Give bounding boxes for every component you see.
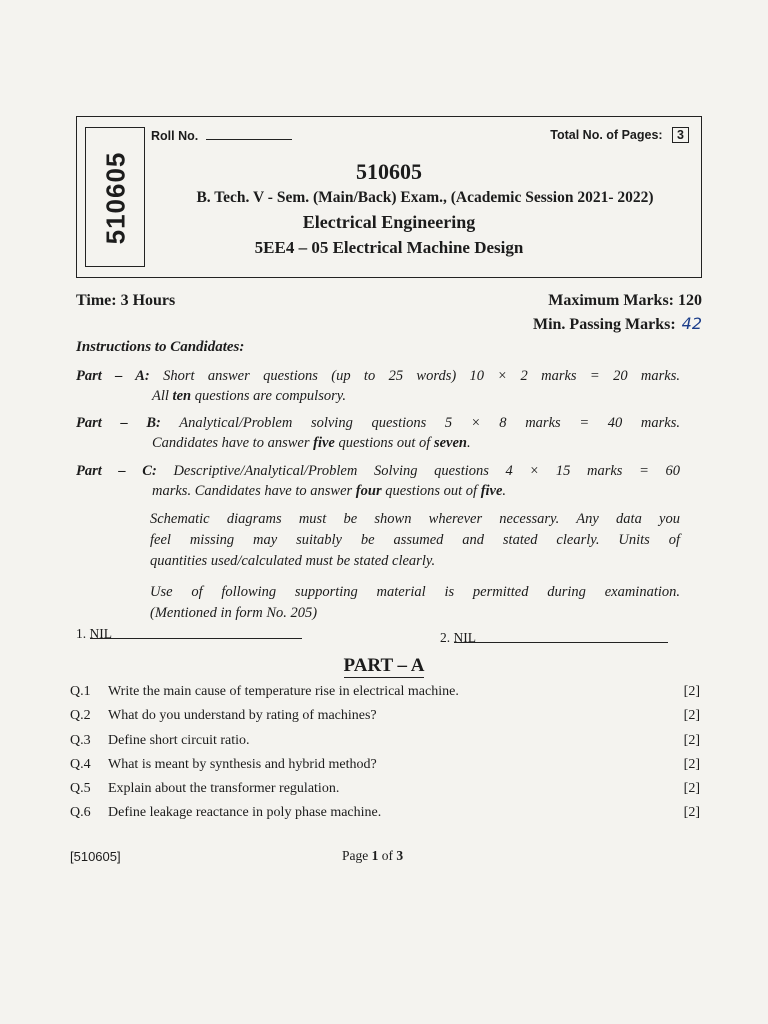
department: Electrical Engineering (302, 212, 476, 232)
part-a-line2 (76, 386, 680, 406)
question-number: Q.5 (70, 781, 91, 797)
schematic-note-line2: feel missing may suitably be assumed and stated clearly. Units of (150, 532, 680, 548)
part-b-instruction (76, 413, 680, 453)
subject-title: 5EE4 – 05 Electrical Machine Design (254, 238, 524, 257)
supporting-note-line1: Use of following supporting material is permitted during examination. (150, 584, 680, 600)
question-row (70, 805, 700, 829)
part-c-line2 (76, 481, 680, 501)
part-a-line2-pre: All (152, 388, 173, 404)
question-text: What is meant by synthesis and hybrid method? (108, 756, 377, 772)
material-item-2-text: NIL (453, 630, 476, 645)
part-a-heading-text: PART – A (343, 655, 425, 676)
schematic-note-line3: quantities used/calculated must be stated clearly. (150, 553, 436, 569)
material-item-1-text: NIL (89, 626, 112, 641)
part-c-line2-pre: marks. Candidates have to answer (152, 483, 356, 499)
part-c-label: Part – C: (76, 463, 157, 479)
question-marks: [2] (683, 732, 700, 748)
header-box (76, 116, 702, 278)
paper-code: 510605 (356, 159, 422, 184)
part-c-line2-mid: questions out of (381, 483, 481, 499)
handwritten-passing-marks: 42 (681, 314, 702, 333)
part-b-line2-post: . (466, 435, 471, 451)
question-list (70, 684, 700, 830)
supporting-note-line2: (Mentioned in form No. 205) (150, 605, 318, 621)
question-text: What do you understand by rating of machines? (108, 708, 377, 724)
page-number-current: 1 (371, 848, 379, 863)
schematic-note (150, 509, 680, 572)
part-b-line2-bold1: five (313, 435, 335, 451)
question-marks: [2] (683, 756, 700, 772)
maximum-marks: Maximum Marks: 120 (548, 292, 702, 309)
question-marks: [2] (683, 805, 700, 821)
part-c-line2-post: . (502, 483, 507, 499)
page-number-total: 3 (396, 848, 404, 863)
supporting-material-note (150, 582, 680, 624)
part-a-instruction (76, 366, 680, 406)
part-b-line2 (76, 433, 680, 453)
footer-paper-code: [510605] (70, 849, 121, 864)
total-pages (550, 127, 689, 143)
exam-time: Time: 3 Hours (76, 292, 176, 309)
question-marks: [2] (683, 684, 700, 699)
part-a-text: Short answer questions (up to 25 words) 10 × 2 marks = 20 marks. (163, 368, 681, 384)
part-b-line1 (76, 413, 680, 433)
part-a-label: Part – A: (76, 368, 150, 384)
question-row (70, 684, 700, 708)
material-item-1-num: 1. (76, 626, 87, 641)
roll-number (151, 127, 292, 143)
part-b-line2-mid: questions out of (334, 435, 434, 451)
question-number: Q.2 (70, 708, 91, 724)
material-item-2-num: 2. (440, 630, 451, 645)
vertical-paper-code: 510605 (100, 151, 131, 245)
roll-label: Roll No. (151, 129, 199, 143)
part-a-heading (0, 655, 768, 677)
part-a-line2-bold: ten (172, 388, 192, 404)
part-b-line2-pre: Candidates have to answer (152, 435, 314, 451)
question-text: Explain about the transformer regulation. (108, 781, 340, 797)
question-row (70, 733, 700, 757)
schematic-note-line1: Schematic diagrams must be shown wherever necessary. Any data you (150, 511, 680, 527)
question-row (70, 708, 700, 732)
part-a-line1 (76, 366, 680, 386)
question-marks: [2] (683, 781, 700, 797)
question-number: Q.4 (70, 756, 91, 772)
part-c-line2-bold2: five (480, 483, 503, 499)
material-item-1-line (90, 626, 302, 639)
part-c-line1 (76, 461, 680, 481)
material-item-1 (76, 626, 302, 642)
page-number-mid: of (378, 848, 397, 863)
question-marks: [2] (683, 708, 700, 724)
total-pages-value: 3 (672, 127, 689, 143)
total-pages-label: Total No. of Pages: (550, 128, 663, 142)
question-number: Q.3 (70, 732, 91, 748)
min-passing-marks (533, 314, 702, 334)
exam-title: B. Tech. V - Sem. (Main/Back) Exam., (Academic Session 2021- 2022) (196, 189, 654, 206)
question-number: Q.6 (70, 805, 91, 821)
question-text: Define leakage reactance in poly phase machine. (108, 805, 382, 821)
page-number-pre: Page (342, 848, 372, 863)
material-item-2 (440, 630, 668, 646)
min-passing-label: Min. Passing Marks: (532, 316, 676, 333)
part-a-line2-post: questions are compulsory. (191, 388, 347, 404)
part-b-label: Part – B: (76, 415, 161, 431)
part-c-instruction (76, 461, 680, 501)
roll-number-blank (206, 127, 292, 140)
question-row (70, 781, 700, 805)
part-c-line2-bold1: four (355, 483, 382, 499)
part-c-text: Descriptive/Analytical/Problem Solving questions 4 × 15 marks = 60 (173, 463, 680, 479)
question-text: Define short circuit ratio. (108, 732, 250, 748)
page-number (342, 848, 403, 864)
question-text: Write the main cause of temperature rise in electrical machine. (108, 684, 459, 699)
question-row (70, 757, 700, 781)
instructions-title: Instructions to Candidates: (76, 339, 245, 355)
part-b-text: Analytical/Problem solving questions 5 × 8 marks = 40 marks. (179, 415, 680, 431)
question-number: Q.1 (70, 684, 91, 699)
material-item-2-line (454, 630, 668, 643)
part-b-line2-bold2: seven (433, 435, 467, 451)
